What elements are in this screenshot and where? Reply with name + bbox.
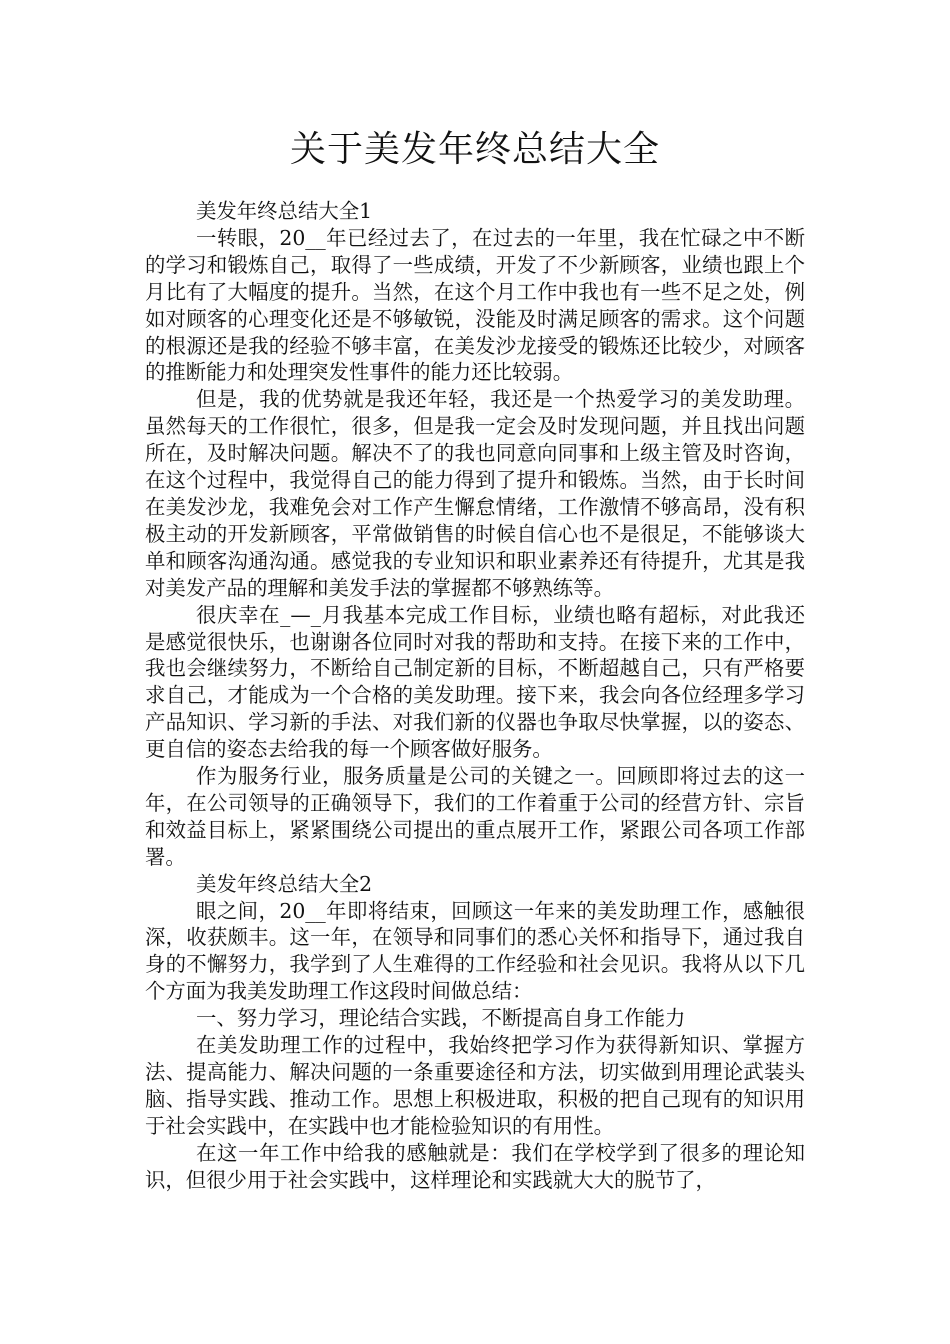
paragraph: 在这一年工作中给我的感触就是：我们在学校学到了很多的理论知识，但很少用于社会实践中，这样理论和实践就大大的脱节了， [145, 1140, 805, 1192]
paragraph: 很庆幸在_—_月我基本完成工作目标，业绩也略有超标，对此我还是感觉很快乐，也谢谢各位同时对我的帮助和支持。在接下来的工作中，我也会继续努力，不断给自己制定新的目标，不断超越自己，只有严格要求自己，才能成为一个合格的美发助理。接下来，我会向各位经理多学习产品知识、学习新的手法、对我们新的仪器也争取尽快掌握，以的姿态、更自信的姿态去给我的每一个顾客做好服务。 [145, 602, 805, 762]
paragraph: 但是，我的优势就是我还年轻，我还是一个热爱学习的美发助理。虽然每天的工作很忙，很多，但是我一定会及时发现问题，并且找出问题所在，及时解决问题。解决不了的我也同意向同事和上级主管及时咨询，在这个过程中，我觉得自己的能力得到了提升和锻炼。当然，由于长时间在美发沙龙，我难免会对工作产生懈怠情绪，工作激情不够高昂，没有积极主动的开发新顾客，平常做销售的时候自信心也不是很足，不能够谈大单和顾客沟通沟通。感觉我的专业知识和职业素养还有待提升，尤其是我对美发产品的理解和美发手法的掌握都不够熟练等。 [145, 387, 805, 600]
paragraph: 一转眼，20__年已经过去了，在过去的一年里，我在忙碌之中不断的学习和锻炼自己，取得了一些成绩，开发了不少新顾客，业绩也跟上个月比有了大幅度的提升。当然，在这个月工作中我也有一些不足之处，例如对顾客的心理变化还是不够敏锐，没能及时满足顾客的需求。这个问题的根源还是我的经验不够丰富，在美发沙龙接受的锻炼还比较少，对顾客的推断能力和处理突发性事件的能力还比较弱。 [145, 225, 805, 385]
paragraph: 在美发助理工作的过程中，我始终把学习作为获得新知识、掌握方法、提高能力、解决问题的一条重要途径和方法，切实做到用理论武装头脑、指导实践、推动工作。思想上积极进取，积极的把自己现有的知识用于社会实践中，在实践中也才能检验知识的有用性。 [145, 1033, 805, 1138]
paragraph: 作为服务行业，服务质量是公司的关键之一。回顾即将过去的这一年，在公司领导的正确领导下，我们的工作着重于公司的经营方针、宗旨和效益目标上，紧紧围绕公司提出的重点展开工作，紧跟公司各项工作部署。 [145, 764, 805, 869]
section-heading-1: 美发年终总结大全1 [196, 199, 373, 223]
document-title: 关于美发年终总结大全 [289, 129, 660, 170]
section-heading-2: 美发年终总结大全2 [196, 871, 373, 896]
paragraph: 眼之间，20__年即将结束，回顾这一年来的美发助理工作，感触很深，收获颇丰。这一年，在领导和同事们的悉心关怀和指导下，通过我自身的不懈努力，我学到了人生难得的工作经验和社会见识。我将从以下几个方面为我美发助理工作这段时间做总结： [145, 898, 805, 1004]
subheading: 一、努力学习，理论结合实践，不断提高自身工作能力 [196, 1006, 686, 1031]
document-body [145, 198, 805, 1194]
